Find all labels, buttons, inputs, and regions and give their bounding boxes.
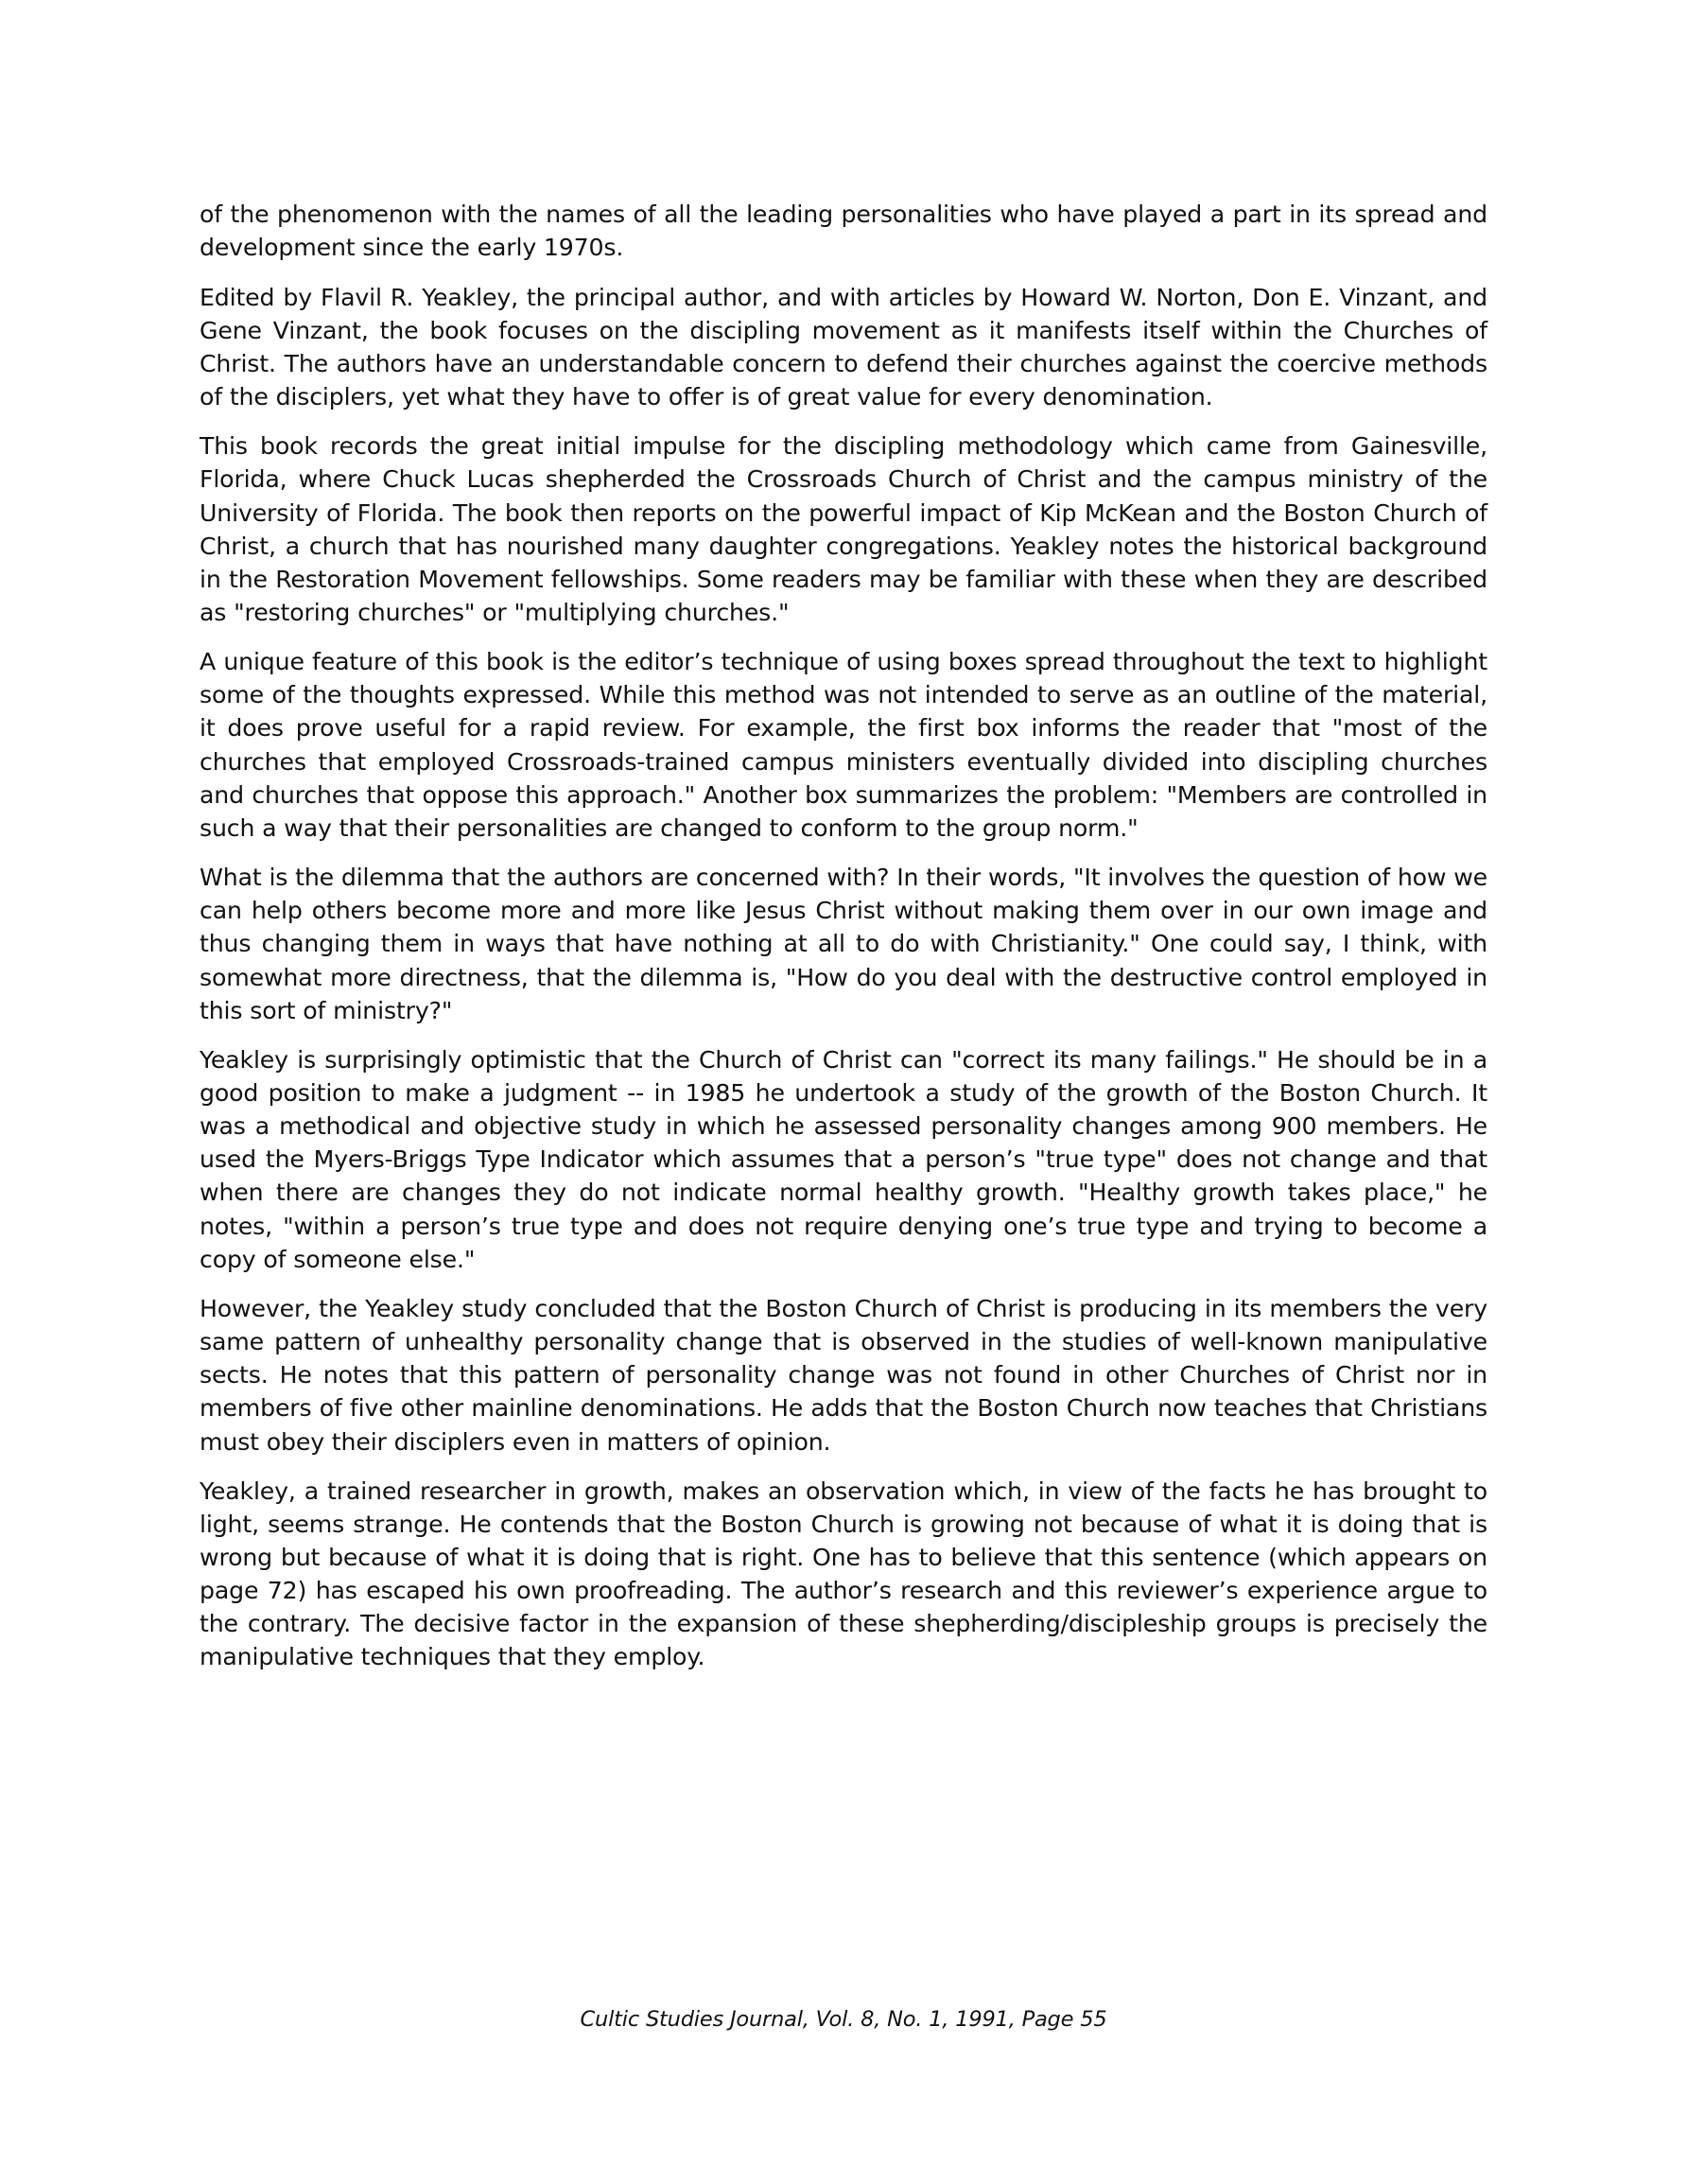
paragraph: However, the Yeakley study concluded that the Boston Church of Christ is producing in its members the very same pattern of unhealthy personality change that is observed in the studies of well-known manipulative sects. He notes that this pattern of personality change was not found in other Churches of Christ nor in members of five other mainline denominations. He adds that the Boston Church now teaches that Christians must obey their disciplers even in matters of opinion. (200, 1295, 1487, 1456)
paragraph: A unique feature of this book is the editor’s technique of using boxes spread throughout the text to highlight some of the thoughts expressed. While this method was not intended to serve as an outline of the material, it does prove useful for a rapid review. For example, the first box informs the reader that "most of the churches that employed Crossroads-trained campus ministers eventually divided into discipling churches and churches that oppose this approach." Another box summarizes the problem: "Members are controlled in such a way that their personalities are changed to conform to the group norm." (200, 648, 1487, 842)
paragraph: Yeakley, a trained researcher in growth, makes an observation which, in view of the facts he has brought to light, seems strange. He contends that the Boston Church is growing not because of what it is doing that is wrong but because of what it is doing that is right. One has to believe that this sentence (which appears on page 72) has escaped his own proofreading. The author’s research and this reviewer’s experience argue to the contrary. The decisive factor in the expansion of these shepherding/discipleship groups is precisely the manipulative techniques that they employ. (200, 1477, 1487, 1671)
paragraph: Yeakley is surprisingly optimistic that the Church of Christ can "correct its many failings." He should be in a good position to make a judgment -- in 1985 he undertook a study of the growth of the Boston Church. It was a methodical and objective study in which he assessed personality changes among 900 members. He used the Myers-Briggs Type Indicator which assumes that a person’s "true type" does not change and that when there are changes they do not indicate normal healthy growth. "Healthy growth takes place," he notes, "within a person’s true type and does not require denying one’s true type and trying to become a copy of someone else." (200, 1046, 1487, 1273)
paragraph: Edited by Flavil R. Yeakley, the principal author, and with articles by Howard W. Norton, Don E. Vinzant, and Gene Vinzant, the book focuses on the discipling movement as it manifests itself within the Churches of Christ. The authors have an understandable concern to defend their churches against the coercive methods of the disciplers, yet what they have to offer is of great value for every denomination. (200, 283, 1487, 411)
page-footer: Cultic Studies Journal, Vol. 8, No. 1, 1991, Page 55 (580, 2007, 1107, 2032)
paragraph: This book records the great initial impulse for the discipling methodology which came from Gainesville, Florida, where Chuck Lucas shepherded the Crossroads Church of Christ and the campus ministry of the University of Florida. The book then reports on the powerful impact of Kip McKean and the Boston Church of Christ, a church that has nourished many daughter congregations. Yeakley notes the historical background in the Restoration Movement fellowships. Some readers may be familiar with these when they are described as "restoring churches" or "multiplying churches." (200, 432, 1487, 626)
paragraph: of the phenomenon with the names of all the leading personalities who have played a part in its spread and development since the early 1970s. (200, 201, 1487, 262)
body-text (200, 198, 1487, 1690)
paragraph: What is the dilemma that the authors are concerned with? In their words, "It involves the question of how we can help others become more and more like Jesus Christ without making them over in our own image and thus changing them in ways that have nothing at all to do with Christianity." One could say, I think, with somewhat more directness, that the dilemma is, "How do you deal with the destructive control employed in this sort of ministry?" (200, 864, 1487, 1024)
